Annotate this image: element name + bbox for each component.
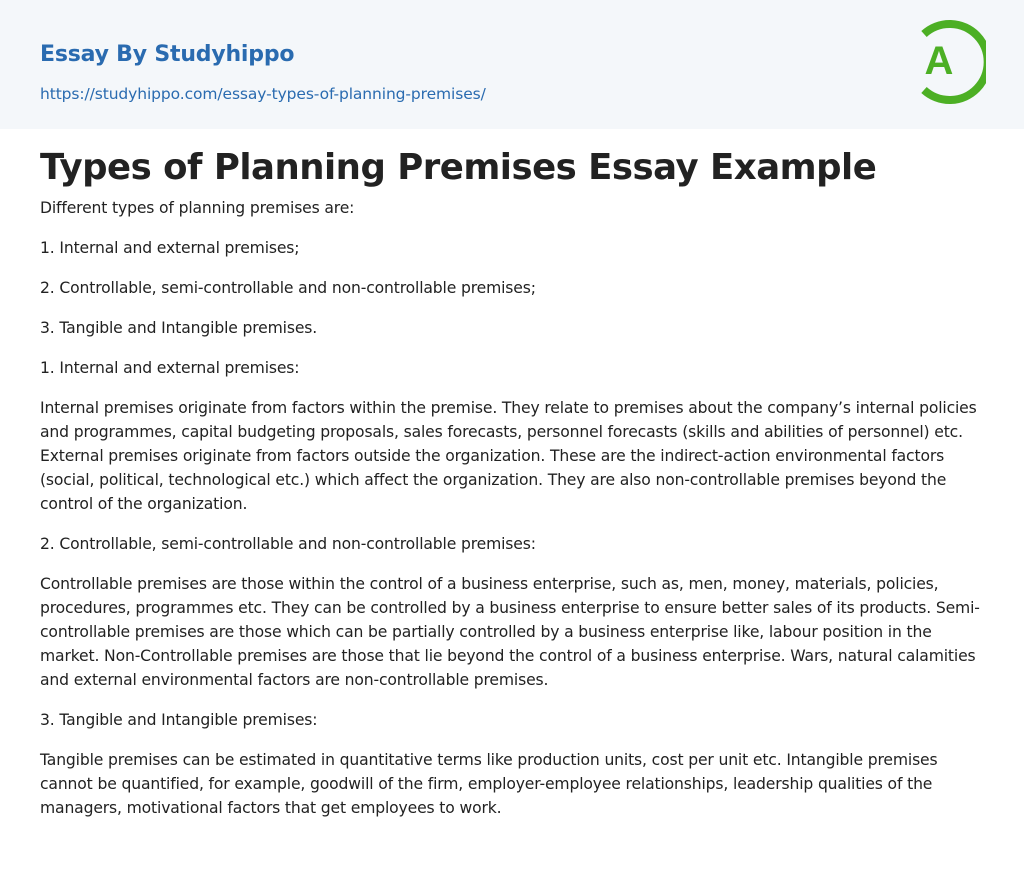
paragraph: Internal premises originate from factors within the premise. They relate to premises about the company’s internal policies and programmes, capital budgeting proposals, sales forecasts, personnel forecasts (skills and abilities of personnel) etc. External premises originate from factors outside the organization. These are the indirect-action environmental factors (social, political, technological etc.) which affect the organization. They are also non-controllable premises beyond the control of the organization. bbox=[40, 399, 977, 513]
paragraph: Different types of planning premises are: bbox=[40, 199, 355, 217]
svg-text:A: A bbox=[924, 39, 954, 83]
article-body bbox=[40, 196, 984, 836]
paragraph: 1. Internal and external premises: bbox=[40, 359, 300, 377]
paragraph: 3. Tangible and Intangible premises. bbox=[40, 319, 318, 337]
paragraph: Tangible premises can be estimated in quantitative terms like production units, cost per unit etc. Intangible premises cannot be quantified, for example, goodwill of the firm, employer-employee relationships, leadership qualities of the managers, motivational factors that get employees to work. bbox=[40, 751, 938, 817]
page-title: Types of Planning Premises Essay Example bbox=[40, 147, 877, 188]
essay-url-link[interactable]: https://studyhippo.com/essay-types-of-planning-premises/ bbox=[40, 85, 486, 103]
studyhippo-logo[interactable] bbox=[912, 19, 986, 105]
paragraph: 3. Tangible and Intangible premises: bbox=[40, 711, 318, 729]
paragraph: 2. Controllable, semi-controllable and non-controllable premises: bbox=[40, 535, 536, 553]
paragraph: 2. Controllable, semi-controllable and non-controllable premises; bbox=[40, 279, 536, 297]
paragraph: 1. Internal and external premises; bbox=[40, 239, 300, 257]
site-name[interactable]: Essay By Studyhippo bbox=[40, 42, 295, 67]
logo-a-icon bbox=[912, 19, 986, 105]
paragraph: Controllable premises are those within the control of a business enterprise, such as, men, money, materials, policies, procedures, programmes etc. They can be controlled by a business enterprise to ensure better sales of its products. Semi-controllable premises are those which can be partially controlled by a business enterprise like, labour position in the market. Non-Controllable premises are those that lie beyond the control of a business enterprise. Wars, natural calamities and external environmental factors are non-controllable premises. bbox=[40, 575, 980, 689]
